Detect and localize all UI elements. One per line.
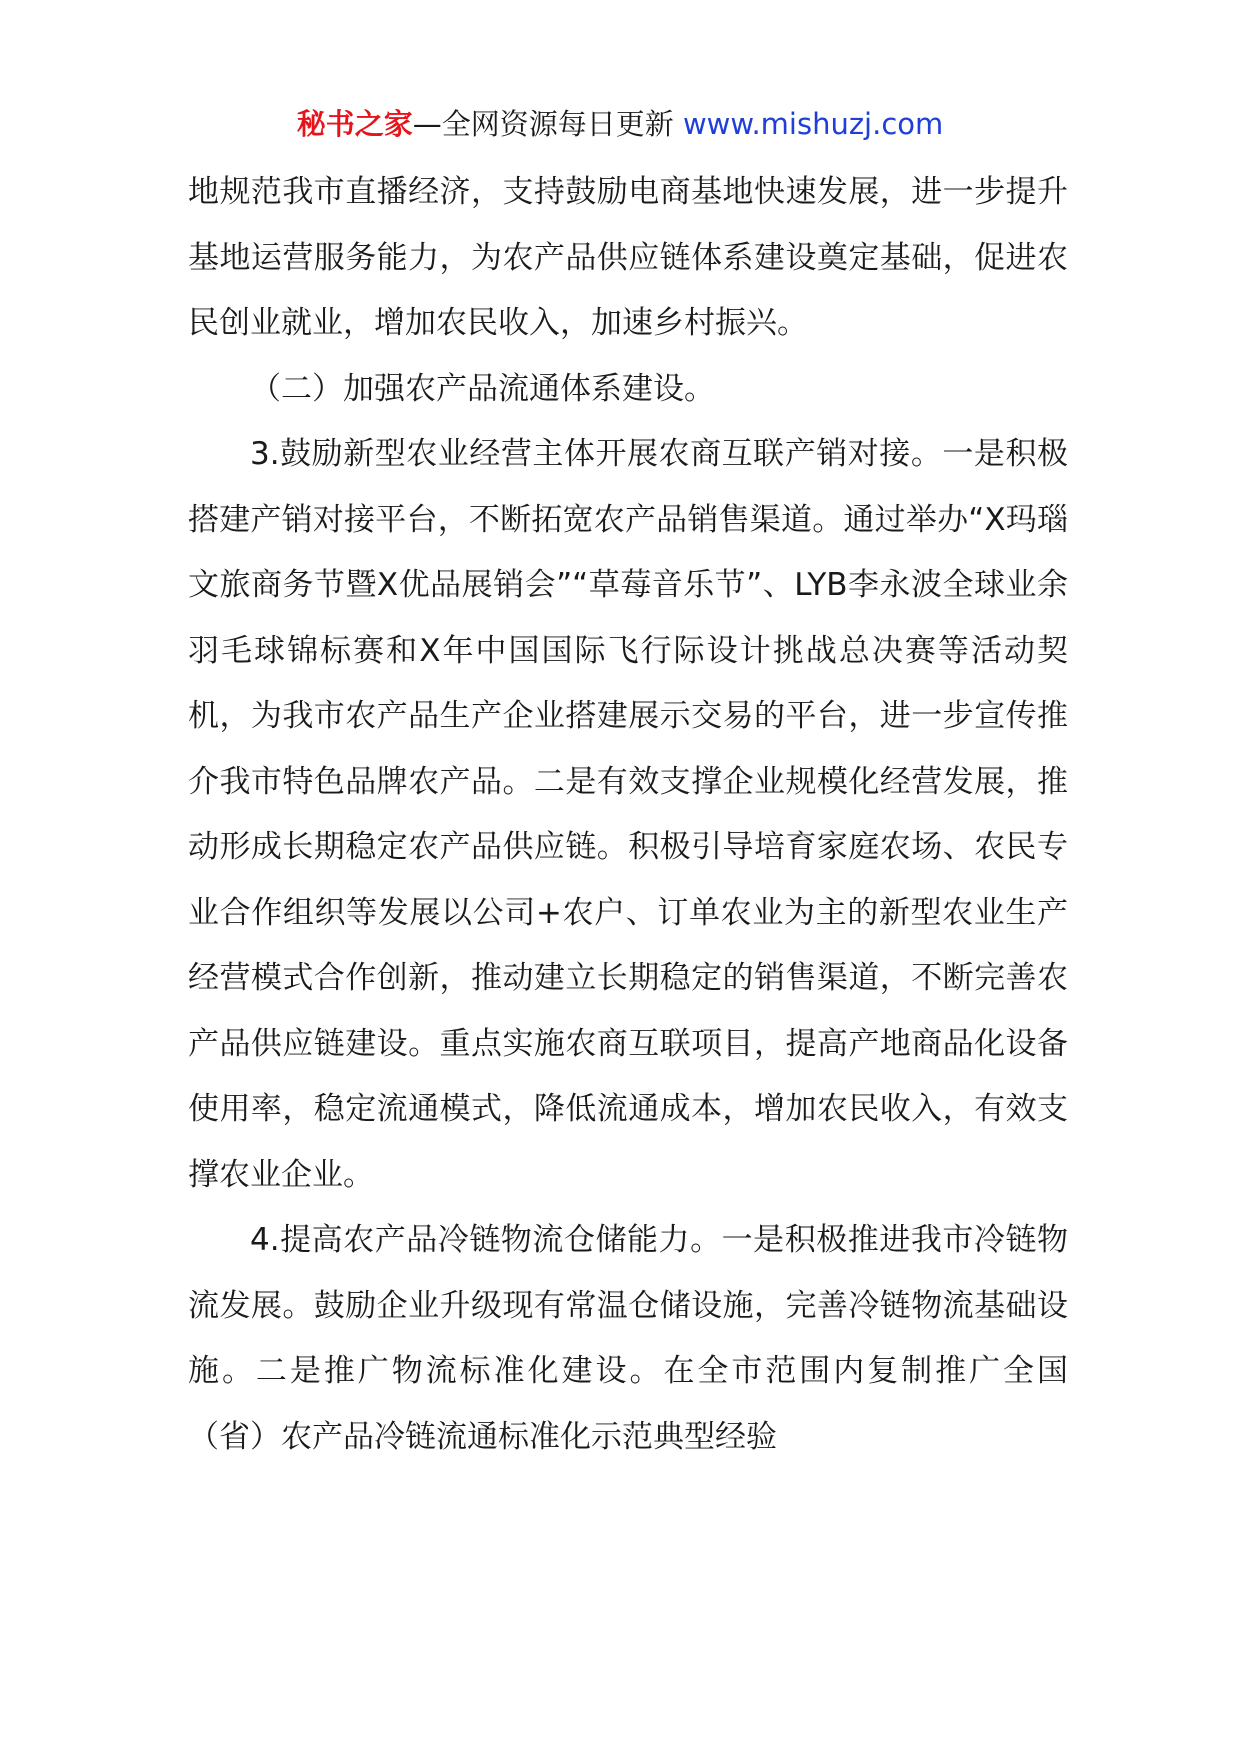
paragraph-item-3: 3.鼓励新型农业经营主体开展农商互联产销对接。一是积极搭建产销对接平台，不断拓宽农产品销售渠道。通过举办“X玛瑙文旅商务节暨X优品展销会”“草莓音乐节”、LYB李永波全球业余羽毛球锦标赛和X年中国国际飞行际设计挑战总决赛等活动契机，为我市农产品生产企业搭建展示交易的平台，进一步宣传推介我市特色品牌农产品。二是有效支撑企业规模化经营发展，推动形成长期稳定农产品供应链。积极引导培育家庭农场、农民专业合作组织等发展以公司+农户、订单农业为主的新型农业生产经营模式合作创新，推动建立长期稳定的销售渠道，不断完善农产品供应链建设。重点实施农商互联项目，提高产地商品化设备使用率，稳定流通模式，降低流通成本，增加农民收入，有效支撑农业企业。 [188, 436, 1068, 1193]
document-body [188, 160, 1068, 1470]
paragraph-item-4: 4.提高农产品冷链物流仓储能力。一是积极推进我市冷链物流发展。鼓励企业升级现有常温仓储设施，完善冷链物流基础设施。二是推广物流标准化建设。在全市范围内复制推广全国（省）农产品冷链流通标准化示范典型经验 [188, 1222, 1068, 1455]
paragraph-continuation: 地规范我市直播经济，支持鼓励电商基地快速发展，进一步提升基地运营服务能力，为农产品供应链体系建设奠定基础，促进农民创业就业，增加农民收入，加速乡村振兴。 [188, 174, 1068, 341]
site-header [0, 104, 1240, 144]
section-heading: （二）加强农产品流通体系建设。 [250, 370, 715, 407]
header-tagline: —全网资源每日更新 [412, 107, 674, 141]
site-url-link[interactable]: www.mishuzj.com [682, 107, 944, 141]
brand-name: 秘书之家 [296, 107, 413, 141]
